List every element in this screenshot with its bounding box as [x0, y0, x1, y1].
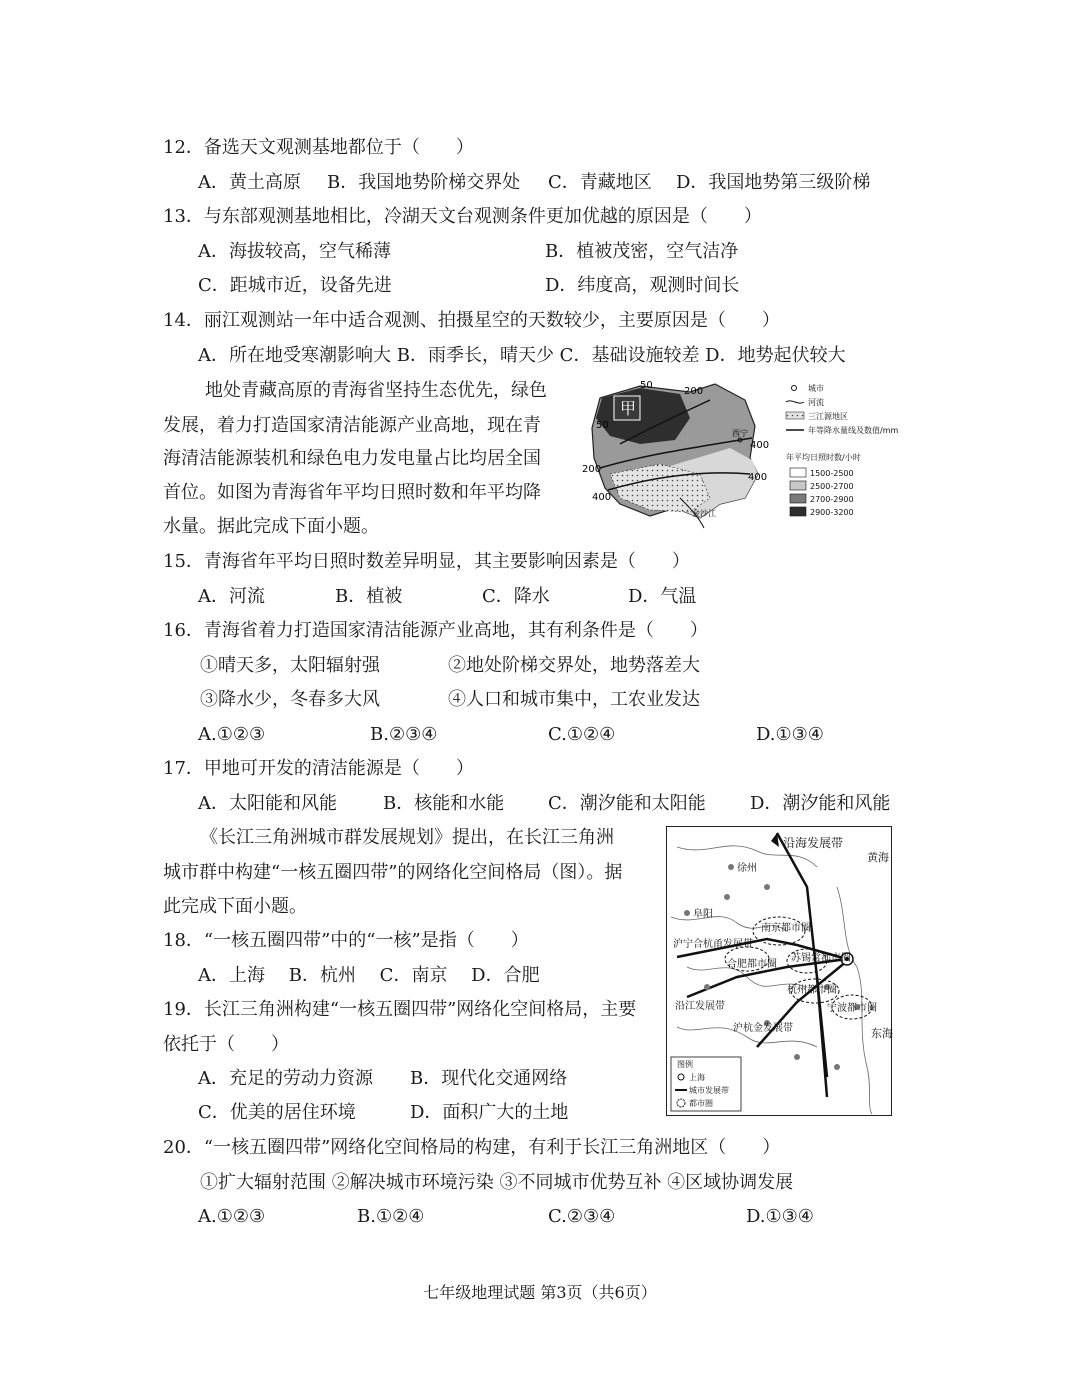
q17-option-c: C．潮汐能和太阳能: [548, 793, 706, 814]
river-legend-icon: [786, 401, 804, 403]
q12-option-a: A．黄土高原: [198, 172, 301, 193]
q14-stem: 14．丽江观测站一年中适合观测、拍摄星空的天数较少，主要原因是（ ）: [163, 310, 780, 331]
isohyet-label: 50: [596, 420, 609, 431]
boundary-line: [687, 967, 807, 987]
legend-shanghai: 上海: [689, 1073, 705, 1082]
q20-stem: 20．“一核五圈四带”网络化空间格局的构建，有利于长江三角洲地区（ ）: [163, 1137, 781, 1158]
jia-label: 甲: [620, 399, 637, 418]
qinghai-intro-line: 地处青藏高原的青海省坚持生态优先，绿色: [205, 380, 547, 401]
page-footer: 七年级地理试题 第3页（共6页）: [423, 1283, 657, 1302]
legend-class-1: 1500-2500: [810, 469, 854, 478]
label-east-sea: 东海: [871, 1027, 893, 1040]
q19-option-a: A．充足的劳动力资源: [198, 1068, 373, 1089]
q13-option-c: C．距城市近，设备先进: [198, 275, 392, 296]
q13-option-b: B．植被茂密，空气洁净: [545, 241, 739, 262]
qinghai-intro-line: 发展，着力打造国家清洁能源产业高地，现在青: [163, 415, 541, 436]
legend-class-3: 2700-2900: [810, 495, 854, 504]
label-yellow-sea: 黄海: [867, 851, 889, 864]
qinghai-intro-line: 首位。如图为青海省年平均日照时数和年平均降: [163, 482, 541, 503]
q17-option-b: B．核能和水能: [383, 793, 505, 814]
legend-swatch-1: [790, 468, 806, 477]
q15-option-d: D．气温: [628, 586, 697, 607]
label-hangzhou: 杭州都市圈: [787, 985, 837, 996]
q15-option-b: B．植被: [335, 586, 403, 607]
label-riverside: 沿江发展带: [675, 1001, 725, 1012]
q18-options: A．上海 B．杭州 C．南京 D．合肥: [198, 965, 540, 986]
legend-sanjiangyuan: 三江源地区: [808, 412, 848, 421]
isohyet-label: 400: [750, 440, 770, 451]
yrd-intro-line: 《长江三角洲城市群发展规划》提出，在长江三角洲: [200, 827, 614, 848]
q17-option-d: D．潮汐能和风能: [750, 793, 891, 814]
city-dot-icon: [834, 1064, 840, 1070]
legend-title: 图例: [677, 1060, 693, 1069]
q20-option-b: B.①②④: [357, 1206, 425, 1227]
q13-option-a: A．海拔较高，空气稀薄: [198, 241, 391, 262]
q20-option-a: A.①②③: [198, 1206, 266, 1227]
coastline: [837, 887, 872, 1114]
q12-stem: 12．备选天文观测基地都位于（ ）: [163, 137, 474, 158]
legend-city: 城市: [808, 384, 824, 393]
q13-stem: 13．与东部观测基地相比，冷湖天文台观测条件更加优越的原因是（ ）: [163, 206, 762, 227]
city-dot-icon: [704, 984, 710, 990]
q19-option-b: B．现代化交通网络: [410, 1068, 568, 1089]
qinghai-intro-line: 海清洁能源装机和绿色电力发电量占比均居全国: [163, 448, 541, 469]
city-label: 西宁: [732, 429, 748, 438]
q16-stem: 16．青海省着力打造国家清洁能源产业高地，其有利条件是（ ）: [163, 620, 708, 641]
yrd-intro-line: 城市群中构建“一核五圈四带”的网络化空间格局（图）。据: [163, 862, 623, 883]
legend-isohyet: 年等降水量线及数值/mm: [808, 426, 899, 435]
river-label: 金沙江: [692, 509, 716, 518]
q12-option-d: D．我国地势第三级阶梯: [676, 172, 871, 193]
q19-option-d: D．面积广大的土地: [410, 1102, 569, 1123]
city-dot-icon: [764, 884, 770, 890]
label-hnh-belt: 沪宁合杭甬发展带: [673, 939, 753, 950]
label-hefei: 合肥都市圈: [727, 959, 777, 970]
legend-class-4: 2900-3200: [810, 508, 854, 517]
q16-statement-1: ①晴天多，太阳辐射强: [200, 655, 380, 676]
legend-class-2: 2500-2700: [810, 482, 854, 491]
legend-shanghai-icon: [678, 1074, 684, 1080]
isohyet-label: 50: [640, 380, 653, 391]
label-sxc: 苏锡常都市圈: [791, 953, 851, 964]
q16-option-d: D.①③④: [756, 724, 824, 745]
q12-option-c: C．青藏地区: [548, 172, 652, 193]
legend-river: 河流: [808, 398, 824, 407]
q15-option-c: C．降水: [482, 586, 550, 607]
q20-option-c: C.②③④: [548, 1206, 616, 1227]
sanjiangyuan-legend-icon: [786, 412, 804, 419]
q13-option-d: D．纬度高，观测时间长: [545, 275, 740, 296]
q16-option-c: C.①②④: [548, 724, 616, 745]
label-hhj-belt: 沪杭金发展带: [733, 1023, 793, 1034]
q17-option-a: A．太阳能和风能: [198, 793, 337, 814]
q16-option-a: A.①②③: [198, 724, 266, 745]
legend-belt: 城市发展带: [689, 1086, 729, 1095]
q18-stem: 18．“一核五圈四带”中的“一核”是指（ ）: [163, 930, 529, 951]
q19-stem-cont: 依托于（ ）: [163, 1034, 289, 1055]
legend-swatch-3: [790, 494, 806, 503]
label-fuyang: 阜阳: [693, 909, 713, 920]
q16-option-b: B.②③④: [370, 724, 438, 745]
city-dot-icon: [794, 1054, 800, 1060]
city-dot-icon: [724, 894, 730, 900]
yrd-intro-line: 此完成下面小题。: [163, 896, 307, 917]
isohyet-label: 200: [684, 386, 704, 397]
city-dot-icon: [728, 864, 734, 870]
isohyet-label: 200: [582, 464, 602, 475]
label-nanjing: 南京都市圈: [761, 923, 811, 934]
yrd-city-cluster-map: [666, 826, 892, 1116]
qinghai-intro-line: 水量。据此完成下面小题。: [163, 516, 379, 537]
q17-stem: 17．甲地可开发的清洁能源是（ ）: [163, 758, 474, 779]
legend-sun-title: 年平均日照时数/小时: [786, 453, 861, 462]
q16-statement-4: ④人口和城市集中，工农业发达: [448, 689, 700, 710]
legend-swatch-2: [790, 481, 806, 490]
legend-metro: 都市圈: [689, 1099, 713, 1108]
q12-option-b: B．我国地势阶梯交界处: [327, 172, 521, 193]
city-dot-icon: [684, 910, 690, 916]
q15-option-a: A．河流: [198, 586, 265, 607]
q16-statement-2: ②地处阶梯交界处，地势落差大: [448, 655, 700, 676]
q15-stem: 15．青海省年平均日照时数差异明显，其主要影响因素是（ ）: [163, 551, 690, 572]
q20-option-d: D.①③④: [746, 1206, 814, 1227]
label-ningbo: 宁波都市圈: [827, 1003, 877, 1014]
label-coastal-belt: 沿海发展带: [783, 836, 844, 850]
q16-statement-3: ③降水少，冬春多大风: [200, 689, 380, 710]
isohyet-label: 400: [592, 492, 612, 503]
q20-statements: ①扩大辐射范围 ②解决城市环境污染 ③不同城市优势互补 ④区域协调发展: [200, 1172, 794, 1193]
legend-swatch-4: [790, 507, 806, 516]
q19-option-c: C．优美的居住环境: [198, 1102, 356, 1123]
q14-options: A．所在地受寒潮影响大 B．雨季长，晴天少 C．基础设施较差 D．地势起伏较大: [198, 345, 846, 366]
q19-stem: 19．长江三角洲构建“一核五圈四带”网络化空间格局，主要: [163, 999, 637, 1020]
label-xuzhou: 徐州: [737, 863, 757, 874]
city-legend-icon: [792, 386, 797, 391]
isohyet-label: 400: [748, 472, 768, 483]
qinghai-sunshine-map: [580, 378, 920, 530]
